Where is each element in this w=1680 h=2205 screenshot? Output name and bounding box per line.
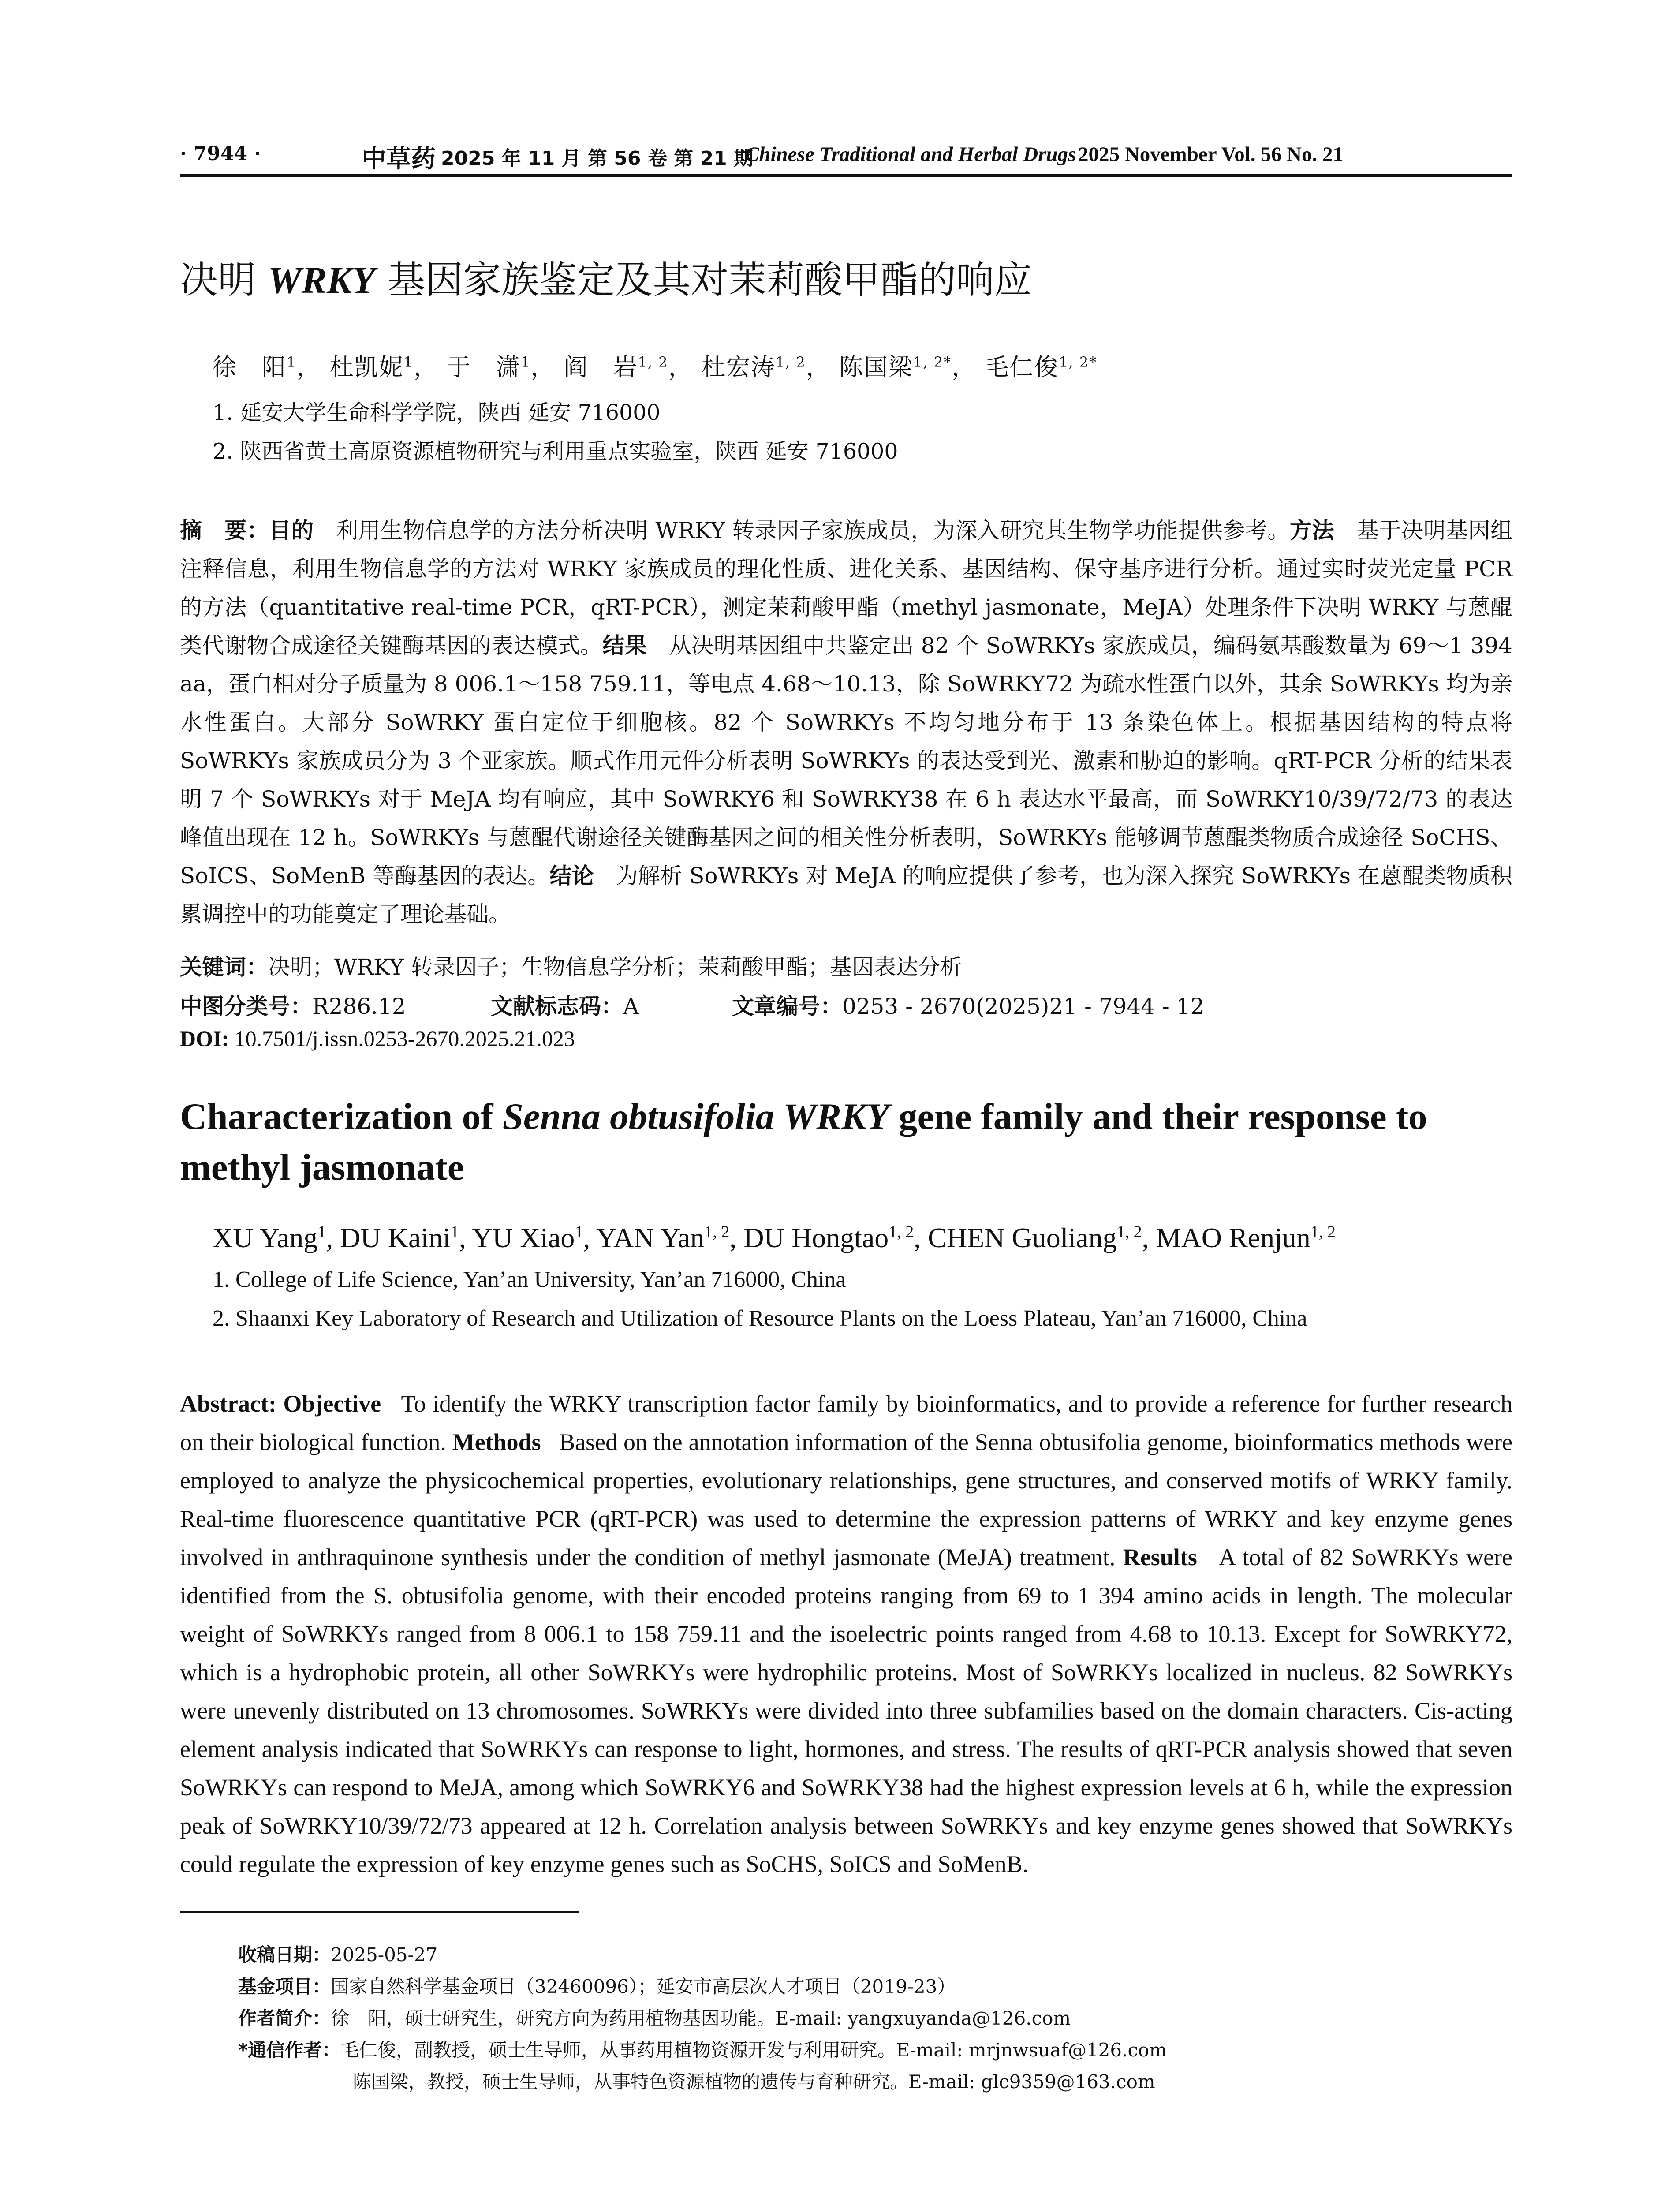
author: YU Xiao: [472, 1222, 575, 1253]
author-affiliation: 1: [575, 1222, 583, 1241]
author-affiliation: 1: [450, 1222, 459, 1241]
clc-label: 中图分类号：: [180, 994, 312, 1019]
en-objective-text: To identify the WRKY transcription factor family by bioinformatics, and to provide a reference for further research on their biological function.: [180, 1390, 1512, 1455]
footnote-funding: [238, 1972, 956, 1999]
footnote-text: 陈国梁，教授，硕士生导师，从事特色资源植物的遗传与育种研究。E-mail: glc9359@163.com: [353, 2071, 1155, 2093]
author-affiliation: 1, 2*: [913, 354, 952, 370]
footnote-text: 2025-05-27: [331, 1944, 438, 1966]
en-author-list: XU Yang$^1$, DU Kaini$^1$, YU Xiao$^1$, YAN Yan$^{1, 2}$, DU Hongtao$^{1, 2}$, CHEN Guoliang$^{1, 2}$, MAO Renjun$^{1, 2}$: [213, 1222, 1336, 1253]
cn-title-post: 基因家族鉴定及其对茉莉酸甲酯的响应: [375, 258, 1032, 302]
conclusion-label: 结论: [549, 863, 594, 889]
keywords-text: 决明；WRKY 转录因子；生物信息学分析；茉莉酸甲酯；基因表达分析: [268, 954, 962, 980]
author: DU Kaini: [340, 1222, 451, 1253]
keywords-label: 关键词：: [180, 954, 268, 980]
journal-name-en: Chinese Traditional and Herbal Drugs: [745, 143, 1076, 166]
author: 于 潇: [447, 353, 521, 381]
header-rule: [180, 174, 1512, 177]
author-affiliation: 1, 2*: [1059, 354, 1098, 370]
abstract-label: 摘 要：: [180, 518, 269, 543]
en-affiliation: 1. College of Life Science, Yan’an University, Yan’an 716000, China: [213, 1267, 846, 1292]
objective-label: 目的: [269, 518, 314, 543]
footnote-text: 国家自然科学基金项目（32460096）；延安市高层次人才项目（2019-23）: [331, 1976, 956, 1997]
en-methods-text: Based on the annotation information of the Senna obtusifolia genome, bioinformatics methods were employed to analyze the physicochemical properties, evolutionary relationships, gene structures, and conserved motifs of WRKY family. Real-time fluorescence quantitative PCR (qRT-PCR) was used to determine the expression patterns of WRKY and key enzyme genes involved in anthraquinone synthesis under the condition of methyl jasmonate (MeJA) treatment.: [180, 1429, 1513, 1570]
article-label: 文章编号：: [732, 994, 842, 1019]
author-affiliation: 1, 2: [638, 354, 668, 370]
en-title-pre: Characterization of: [180, 1096, 503, 1137]
en-title: [180, 1091, 1512, 1193]
en-results-text: A total of 82 SoWRKYs were identified from the S. obtusifolia genome, with their encoded proteins ranging from 69 to 1 394 amino acids in length. The molecular weight of SoWRKYs ranged from 8 006.1 to 158 759.11 and the isoelectric points ranged from 4.68 to 10.13. Except for SoWRKY72, which is a hydrophobic protein, all other SoWRKYs were hydrophilic proteins. Most of SoWRKYs localized in nucleus. 82 SoWRKYs were unevenly distributed on 13 chromosomes. SoWRKYs were divided into three subfamilies based on the domain characters. Cis-acting element analysis indicated that SoWRKYs can response to light, hormones, and stress. The results of qRT-PCR analysis showed that seven SoWRKYs can respond to MeJA, among which SoWRKY6 and SoWRKY38 had the highest expression levels at 6 h, while the expression peak of SoWRKY10/39/72/73 appeared at 12 h. Correlation analysis between SoWRKYs and key enzyme genes showed that SoWRKYs could regulate the expression of key enzyme genes such as SoCHS, SoICS and SoMenB.: [180, 1544, 1513, 1877]
author: 徐 阳: [213, 353, 287, 381]
results-label: 结果: [602, 633, 647, 658]
clc-value: R286.12: [312, 994, 406, 1019]
doi-value: 10.7501/j.issn.0253-2670.2025.21.023: [234, 1026, 575, 1051]
doc-label: 文献标志码：: [491, 994, 623, 1019]
methods-text: 基于决明基因组注释信息，利用生物信息学的方法对 WRKY 家族成员的理化性质、进化关系、基因结构、保守基序进行分析。通过实时荧光定量 PCR 的方法（quantitative real-time PCR，qRT-PCR），测定茉莉酸甲酯（methyl jasmonate，MeJA）处理条件下决明 WRKY 与蒽醌类代谢物合成途径关键酶基因的表达模式。: [180, 518, 1513, 658]
author: DU Hongtao: [743, 1222, 889, 1253]
en-abstract: [180, 1385, 1512, 1884]
author-affiliation: 1, 2: [1116, 1222, 1142, 1241]
author-affiliation: 1: [287, 354, 297, 370]
en-methods-label: Methods: [452, 1429, 541, 1455]
cn-author-list: 徐 阳$^1$， 杜凯妮$^1$， 于 潇$^1$， 阎 岩$^{1, 2}$， 杜宏涛$^{1, 2}$， 陈国梁$^{1, 2*}$， 毛仁俊$^{1, 2*}$: [213, 353, 1098, 381]
author-affiliation: 1, 2: [775, 354, 806, 370]
document-code: [491, 989, 639, 1020]
cn-title: [180, 249, 1032, 304]
objective-text: 利用生物信息学的方法分析决明 WRKY 转录因子家族成员，为深入研究其生物学功能提供参考。: [336, 518, 1290, 543]
author-affiliation: 1: [403, 354, 414, 370]
footnote-label: 作者简介：: [238, 2007, 331, 2029]
author-affiliation: 1, 2: [1310, 1222, 1336, 1241]
author: 杜宏涛: [701, 353, 776, 381]
author: YAN Yan: [596, 1222, 705, 1253]
journal-name-cn: 中草药: [362, 144, 436, 173]
cn-affiliation: 1. 延安大学生命科学学院，陕西 延安 716000: [213, 400, 661, 425]
cn-affiliation: 2. 陕西省黄土高原资源植物研究与利用重点实验室，陕西 延安 716000: [213, 439, 898, 464]
conclusion-text: 为解析 SoWRKYs 对 MeJA 的响应提供了参考，也为深入探究 SoWRKYs 在蒽醌类物质积累调控中的功能奠定了理论基础。: [180, 863, 1512, 927]
page-number: · 7944 ·: [180, 142, 261, 165]
methods-label: 方法: [1289, 518, 1335, 543]
footnote-label: 收稿日期：: [238, 1944, 331, 1966]
classification: [180, 989, 406, 1020]
doc-value: A: [623, 994, 639, 1019]
footnote-text: 毛仁俊，副教授，硕士生导师，从事药用植物资源开发与利用研究。E-mail: mrjnwsuaf@126.com: [340, 2039, 1167, 2061]
author: CHEN Guoliang: [928, 1222, 1117, 1253]
cn-title-pre: 决明: [180, 258, 268, 302]
keywords: [180, 949, 962, 981]
en-title-species: Senna obtusifolia WRKY: [502, 1096, 889, 1137]
author: 陈国梁: [839, 353, 914, 381]
en-affiliation: 2. Shaanxi Key Laboratory of Research and Utilization of Resource Plants on the Loess Plateau, Yan’an 716000, China: [213, 1306, 1307, 1331]
author-affiliation: 1, 2: [889, 1222, 914, 1241]
footnote-text: 徐 阳，硕士研究生，研究方向为药用植物基因功能。E-mail: yangxuyanda@126.com: [331, 2007, 1071, 2029]
footnote-label: *通信作者：: [238, 2039, 340, 2061]
footnote-rule: [180, 1911, 579, 1913]
doi-label: DOI:: [180, 1026, 229, 1051]
en-objective-label: Abstract: Objective: [180, 1390, 381, 1417]
en-results-label: Results: [1123, 1544, 1197, 1570]
author-affiliation: 1: [317, 1222, 326, 1241]
author: XU Yang: [213, 1222, 318, 1253]
author: 杜凯妮: [329, 353, 404, 381]
cn-title-gene: WRKY: [268, 259, 376, 301]
footnote-label: 基金项目：: [238, 1976, 331, 1997]
author: MAO Renjun: [1156, 1222, 1310, 1253]
cn-abstract: [180, 512, 1512, 934]
footnote-author-bio: [238, 2004, 1071, 2030]
author: 毛仁俊: [985, 353, 1059, 381]
footnote-corresponding-2: [353, 2067, 1155, 2094]
footnote-corresponding: [238, 2036, 1167, 2062]
article-number: [732, 989, 1204, 1020]
results-text: 从决明基因组中共鉴定出 82 个 SoWRKYs 家族成员，编码氨基酸数量为 69～1 394 aa，蛋白相对分子质量为 8 006.1～158 759.11，等电点 4.68～10.13，除 SoWRKY72 为疏水性蛋白以外，其余 SoWRKYs 均为亲水性蛋白。大部分 SoWRKY 蛋白定位于细胞核。82 个 SoWRKYs 不均匀地分布于 13 条染色体上。根据基因结构的特点将 SoWRKYs 家族成员分为 3 个亚家族。顺式作用元件分析表明 SoWRKYs 的表达受到光、激素和胁迫的影响。qRT-PCR 分析的结果表明 7 个 SoWRKYs 对于 MeJA 均有响应，其中 SoWRKY6 和 SoWRKY38 在 6 h 表达水平最高，而 SoWRKY10/39/72/73 的表达峰值出现在 12 h。SoWRKYs 与蒽醌代谢途径关键酶基因之间的相关性分析表明，SoWRKYs 能够调节蒽醌类物质合成途径 SoCHS、SoICS、SoMenB 等酶基因的表达。: [180, 633, 1512, 889]
author-affiliation: 1, 2: [704, 1222, 730, 1241]
footnote-received: [238, 1940, 437, 1967]
en-title-post: gene family and their response to methyl jasmonate: [180, 1096, 1427, 1188]
article-value: 0253 - 2670(2025)21 - 7944 - 12: [842, 994, 1205, 1019]
issue-en: 2025 November Vol. 56 No. 21: [1078, 143, 1343, 166]
issue-cn: 2025 年 11 月 第 56 卷 第 21 期: [441, 147, 754, 170]
doi: [180, 1026, 575, 1051]
author-affiliation: 1: [521, 354, 531, 370]
author: 阎 岩: [564, 353, 638, 381]
